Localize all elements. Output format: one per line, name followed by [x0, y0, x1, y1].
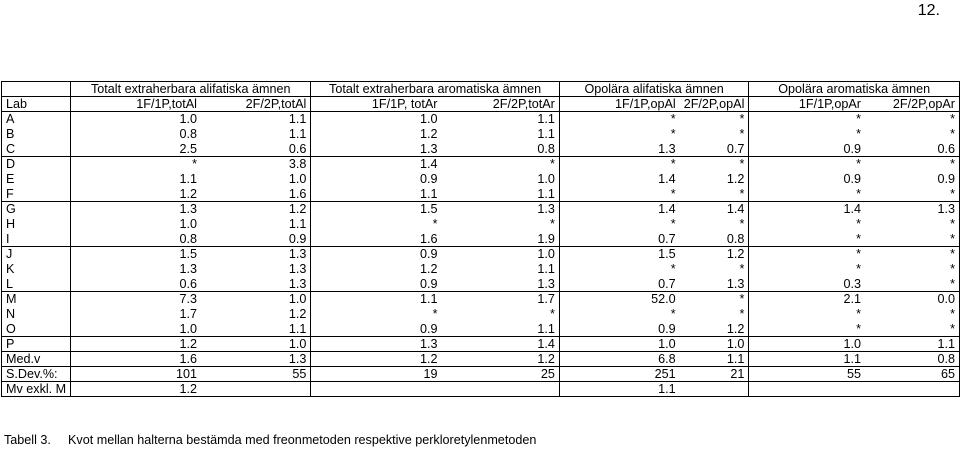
lab-cell: J — [2, 247, 71, 262]
value-cell: 55 — [749, 367, 865, 382]
column-header: 2F/2P,opAr — [865, 97, 960, 112]
value-cell: 1.1 — [441, 262, 559, 277]
table-row — [2, 142, 960, 157]
value-cell: 7.3 — [179, 292, 197, 307]
value-cell: * — [680, 292, 749, 307]
value-cell: 1.1 — [419, 292, 438, 307]
value-cell: 1.3 — [179, 202, 197, 217]
value-cell: * — [856, 247, 861, 262]
column-header-row — [2, 97, 960, 112]
value-cell: 1.1 — [680, 352, 749, 367]
value-cell: 1.3 — [680, 277, 749, 292]
table-row — [2, 217, 960, 232]
value-cell: * — [432, 217, 438, 231]
value-cell: 1.1 — [865, 337, 960, 352]
table-row — [2, 307, 960, 322]
value-cell: 0.8 — [680, 232, 749, 247]
value-cell: * — [865, 232, 960, 247]
value-cell: 0.9 — [419, 172, 438, 186]
value-cell: 1.0 — [441, 247, 559, 262]
value-cell: 0.9 — [311, 322, 442, 337]
value-cell: 101 — [71, 367, 201, 382]
value-cell: 25 — [441, 367, 559, 382]
lab-cell: G — [2, 202, 71, 217]
value-cell: * — [865, 127, 960, 142]
value-cell: 1.7 — [179, 307, 197, 321]
value-cell: 1.2 — [441, 352, 559, 367]
value-cell: 1.0 — [201, 292, 311, 307]
value-cell: 1.0 — [419, 112, 438, 127]
lab-cell: F — [2, 187, 71, 202]
value-cell: 65 — [865, 367, 960, 382]
lab-cell: E — [2, 172, 71, 187]
value-cell: 0.8 — [865, 352, 960, 367]
value-cell: 1.2 — [680, 322, 749, 337]
value-cell: 0.3 — [749, 277, 865, 292]
lab-cell: Mv exkl. M — [2, 382, 71, 397]
value-cell: 1.1 — [441, 322, 559, 337]
table-row — [2, 262, 960, 277]
value-cell: 0.8 — [179, 127, 197, 141]
value-cell: * — [749, 187, 865, 202]
caption-label: Tabell 3. — [4, 433, 51, 447]
lab-cell: D — [2, 157, 71, 172]
table-row — [2, 202, 960, 217]
table-row — [2, 277, 960, 292]
value-cell: 1.3 — [311, 337, 442, 352]
value-cell: 0.9 — [201, 232, 311, 247]
value-cell: 1.0 — [749, 337, 865, 352]
value-cell: 0.9 — [419, 247, 438, 262]
value-cell: * — [865, 157, 960, 172]
value-cell: 1.2 — [71, 382, 201, 397]
value-cell: 0.7 — [680, 142, 749, 157]
column-header: 1F/1P,opAr — [749, 97, 865, 112]
group-header-totAr: Totalt extraherbara aromatiska ämnen — [311, 82, 560, 97]
value-cell: 21 — [680, 367, 749, 382]
value-cell: * — [441, 307, 559, 322]
value-cell: * — [865, 187, 960, 202]
value-cell: 1.4 — [658, 172, 676, 186]
lab-cell: K — [2, 262, 71, 277]
value-cell: 0.7 — [559, 277, 679, 292]
lab-cell: M — [2, 292, 71, 307]
stats-row — [2, 367, 960, 382]
value-cell: 1.2 — [311, 352, 442, 367]
table-row — [2, 127, 960, 142]
caption-text: Kvot mellan halterna bestämda med freonmetoden respektive perkloretylenmetoden — [68, 433, 537, 447]
value-cell: * — [670, 262, 676, 276]
table-row — [2, 232, 960, 247]
value-cell: 1.4 — [680, 202, 749, 217]
value-cell: 0.9 — [311, 277, 442, 292]
value-cell: 1.2 — [71, 187, 201, 202]
value-cell: 1.0 — [71, 322, 201, 337]
value-cell: 1.5 — [419, 202, 438, 217]
value-cell: 55 — [201, 367, 311, 382]
value-cell: 1.1 — [441, 127, 559, 142]
group-header-empty — [2, 82, 71, 97]
value-cell: 0.6 — [71, 277, 201, 292]
group-header-opAr: Opolära aromatiska ämnen — [749, 82, 960, 97]
value-cell: 1.3 — [201, 262, 311, 277]
value-cell: * — [680, 217, 749, 232]
lab-cell: C — [2, 142, 71, 157]
value-cell: * — [749, 232, 865, 247]
value-cell: * — [865, 322, 960, 337]
value-cell: * — [192, 157, 197, 172]
table-row — [2, 187, 960, 202]
value-cell: 0.9 — [749, 142, 865, 157]
value-cell: * — [856, 157, 861, 172]
table-row — [2, 247, 960, 262]
value-cell: * — [680, 262, 749, 277]
value-cell: 1.0 — [680, 337, 749, 352]
column-header: 2F/2P,totAl — [201, 97, 311, 112]
value-cell: 1.3 — [179, 262, 197, 276]
value-cell: * — [856, 217, 861, 231]
value-cell: 1.9 — [441, 232, 559, 247]
value-cell: 1.0 — [179, 217, 197, 231]
value-cell: 251 — [559, 367, 679, 382]
group-header-totAl: Totalt extraherbara alifatiska ämnen — [71, 82, 311, 97]
value-cell: 1.3 — [201, 247, 311, 262]
value-cell: 52.0 — [651, 292, 676, 307]
value-cell: 1.2 — [201, 202, 311, 217]
value-cell: 1.3 — [441, 277, 559, 292]
value-cell: 1.0 — [201, 337, 311, 352]
value-cell: 0.9 — [559, 322, 679, 337]
value-cell: 1.4 — [441, 337, 559, 352]
value-cell: 1.5 — [658, 247, 676, 262]
table-row — [2, 337, 960, 352]
value-cell: 1.7 — [441, 292, 559, 307]
lab-cell: Med.v — [2, 352, 71, 367]
value-cell — [749, 382, 865, 397]
value-cell: 1.1 — [201, 322, 311, 337]
value-cell: 1.2 — [71, 337, 201, 352]
value-cell: 0.7 — [559, 232, 679, 247]
value-cell: 1.6 — [71, 352, 201, 367]
value-cell: 1.4 — [843, 202, 861, 217]
value-cell: 1.3 — [201, 352, 311, 367]
lab-cell: S.Dev.%: — [2, 367, 71, 382]
ratio-table — [1, 81, 960, 397]
table-row — [2, 172, 960, 187]
value-cell: 1.0 — [441, 172, 559, 187]
value-cell: 0.0 — [865, 292, 960, 307]
stats-row — [2, 352, 960, 367]
table-row — [2, 157, 960, 172]
value-cell: * — [865, 307, 960, 322]
value-cell: * — [865, 112, 960, 127]
value-cell: * — [856, 112, 861, 127]
value-cell: * — [441, 157, 559, 172]
value-cell: 0.6 — [865, 142, 960, 157]
value-cell: 2.5 — [71, 142, 201, 157]
group-header-row — [2, 82, 960, 97]
value-cell: 1.1 — [749, 352, 865, 367]
value-cell: 1.2 — [419, 262, 438, 276]
value-cell: 1.2 — [201, 307, 311, 322]
lab-cell: H — [2, 217, 71, 232]
column-header: 1F/1P,opAl — [559, 97, 679, 112]
value-cell: 1.2 — [680, 247, 749, 262]
value-cell: * — [432, 307, 438, 321]
value-cell: * — [865, 262, 960, 277]
lab-cell: A — [2, 112, 71, 127]
value-cell: * — [559, 187, 679, 202]
lab-header: Lab — [2, 97, 71, 112]
value-cell: * — [670, 307, 676, 321]
value-cell: 1.2 — [419, 127, 438, 141]
value-cell: * — [670, 112, 676, 127]
value-cell: 1.1 — [179, 172, 197, 186]
value-cell: 19 — [311, 367, 442, 382]
value-cell: * — [670, 127, 676, 141]
value-cell: 0.8 — [441, 142, 559, 157]
value-cell: 1.2 — [680, 172, 749, 187]
value-cell: 1.0 — [201, 172, 311, 187]
value-cell: 1.1 — [441, 187, 559, 202]
lab-cell: B — [2, 127, 71, 142]
value-cell: * — [865, 247, 960, 262]
value-cell: 0.9 — [843, 172, 861, 186]
value-cell: 1.1 — [559, 382, 679, 397]
value-cell: 1.6 — [311, 232, 442, 247]
column-header: 2F/2P,opAl — [680, 97, 749, 112]
value-cell: * — [680, 127, 749, 142]
value-cell: 6.8 — [559, 352, 679, 367]
value-cell: 1.0 — [179, 112, 197, 127]
value-cell: 1.4 — [658, 202, 676, 217]
lab-cell: L — [2, 277, 71, 292]
table-body — [2, 112, 960, 397]
value-cell: * — [441, 217, 559, 232]
value-cell: 1.1 — [201, 217, 311, 232]
value-cell — [441, 382, 559, 397]
lab-cell: I — [2, 232, 71, 247]
value-cell: 1.3 — [311, 142, 442, 157]
page-number: 12. — [917, 2, 940, 19]
table-row — [2, 292, 960, 307]
value-cell: * — [749, 322, 865, 337]
group-header-opAl: Opolära alifatiska ämnen — [559, 82, 749, 97]
table-row — [2, 112, 960, 127]
value-cell: 2.1 — [843, 292, 861, 307]
value-cell: * — [670, 217, 676, 231]
value-cell: * — [856, 262, 861, 276]
value-cell: * — [680, 307, 749, 322]
value-cell: 1.1 — [311, 187, 442, 202]
value-cell: 0.9 — [865, 172, 960, 187]
value-cell: 1.4 — [419, 157, 438, 172]
value-cell: 1.0 — [559, 337, 679, 352]
value-cell: 1.3 — [441, 202, 559, 217]
column-header: 2F/2P,totAr — [441, 97, 559, 112]
value-cell: * — [856, 127, 861, 141]
value-cell: 0.8 — [71, 232, 201, 247]
value-cell: 1.1 — [201, 112, 311, 127]
value-cell: 1.1 — [201, 127, 311, 142]
column-header: 1F/1P, totAr — [311, 97, 442, 112]
value-cell: * — [865, 217, 960, 232]
value-cell: 1.3 — [201, 277, 311, 292]
lab-cell: P — [2, 337, 71, 352]
value-cell — [311, 382, 442, 397]
value-cell — [865, 382, 960, 397]
value-cell: * — [680, 187, 749, 202]
lab-cell: O — [2, 322, 71, 337]
value-cell: 1.3 — [865, 202, 960, 217]
value-cell: 0.6 — [201, 142, 311, 157]
value-cell — [201, 382, 311, 397]
stats-row — [2, 382, 960, 397]
table-row — [2, 322, 960, 337]
lab-cell: N — [2, 307, 71, 322]
value-cell: * — [856, 307, 861, 321]
value-cell: * — [680, 157, 749, 172]
value-cell: 1.3 — [559, 142, 679, 157]
column-header: 1F/1P,totAl — [71, 97, 201, 112]
table-caption — [4, 433, 536, 447]
value-cell: 1.5 — [179, 247, 197, 262]
value-cell: 1.1 — [441, 112, 559, 127]
value-cell: * — [670, 157, 676, 172]
value-cell: * — [680, 112, 749, 127]
value-cell: 1.6 — [201, 187, 311, 202]
value-cell — [680, 382, 749, 397]
value-cell: * — [865, 277, 960, 292]
value-cell: 3.8 — [201, 157, 311, 172]
